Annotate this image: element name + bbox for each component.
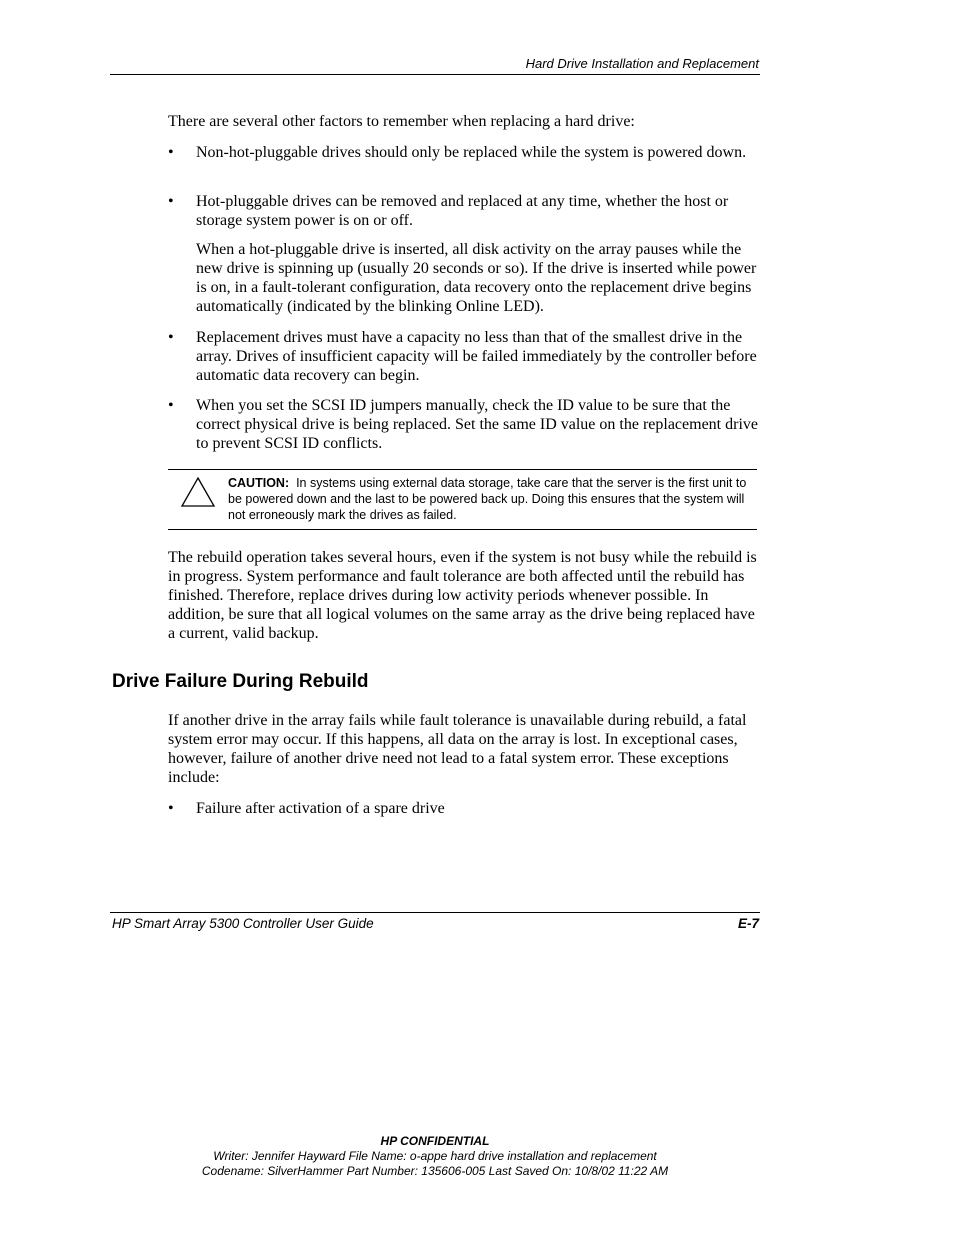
caution-triangle-icon bbox=[180, 476, 216, 508]
footer-guide-title: HP Smart Array 5300 Controller User Guide bbox=[112, 916, 374, 931]
bullet-icon: • bbox=[168, 800, 174, 817]
header-divider bbox=[110, 74, 760, 75]
page-number: E-7 bbox=[737, 916, 759, 931]
intro-paragraph: There are several other factors to remember when replacing a hard drive: bbox=[168, 113, 635, 130]
confidential-title: HP CONFIDENTIAL bbox=[380, 1134, 490, 1148]
caution-label: CAUTION: bbox=[228, 476, 290, 490]
caution-box bbox=[168, 469, 757, 530]
confidential-codename-line: Codename: SilverHammer Part Number: 135606-005 Last Saved On: 10/8/02 11:22 AM bbox=[201, 1164, 669, 1178]
section-heading: Drive Failure During Rebuild bbox=[112, 671, 369, 692]
section-paragraph: If another drive in the array fails while fault tolerance is unavailable during rebuild, a fatal system error may occur. If this happens, all data on the array is lost. In exceptional cases, however, failure of another drive need not lead to a fatal system error. These exceptions include: bbox=[168, 712, 747, 786]
confidential-notice bbox=[110, 1134, 760, 1179]
list-item-text: Replacement drives must have a capacity no less than that of the smallest drive in the array. Drives of insufficient capacity will be failed immediately by the controller before automatic data recovery can begin. bbox=[196, 329, 757, 384]
caution-body: In systems using external data storage, take care that the server is the first unit to be powered down and the last to be powered back up. Doing this ensures that the system will not erroneously mark the drives as failed. bbox=[228, 476, 747, 522]
running-header: Hard Drive Installation and Replacement bbox=[525, 56, 759, 71]
bullet-icon: • bbox=[168, 144, 174, 161]
footer-divider bbox=[110, 912, 760, 913]
bullet-icon: • bbox=[168, 193, 174, 210]
rebuild-paragraph: The rebuild operation takes several hours, even if the system is not busy while the rebuild is in progress. System performance and fault tolerance are both affected until the rebuild has finished. Therefore, replace drives during low activity periods whenever possible. In addition, be sure that all logical volumes on the same array as the drive being replaced have a current, valid backup. bbox=[168, 549, 757, 642]
list-item-text: Failure after activation of a spare drive bbox=[196, 800, 445, 817]
list-item-text: Non-hot-pluggable drives should only be replaced while the system is powered down. bbox=[196, 144, 747, 161]
caution-text bbox=[228, 475, 758, 523]
hot-plug-detail-paragraph: When a hot-pluggable drive is inserted, all disk activity on the array pauses while the new drive is spinning up (usually 20 seconds or so). If the drive is inserted while power is on, in a fault-tolerant configuration, data recovery onto the replacement drive begins automatically (indicated by the blinking Online LED). bbox=[196, 241, 757, 315]
bullet-icon: • bbox=[168, 329, 174, 346]
list-item-text: When you set the SCSI ID jumpers manually, check the ID value to be sure that the correct physical drive is being replaced. Set the same ID value on the replacement drive to prevent SCSI ID conflicts. bbox=[196, 397, 758, 452]
bullet-icon: • bbox=[168, 397, 174, 414]
confidential-writer-line: Writer: Jennifer Hayward File Name: o-appe hard drive installation and replacement bbox=[213, 1149, 657, 1163]
list-item-text: Hot-pluggable drives can be removed and replaced at any time, whether the host or storage system power is on or off. bbox=[196, 193, 729, 229]
